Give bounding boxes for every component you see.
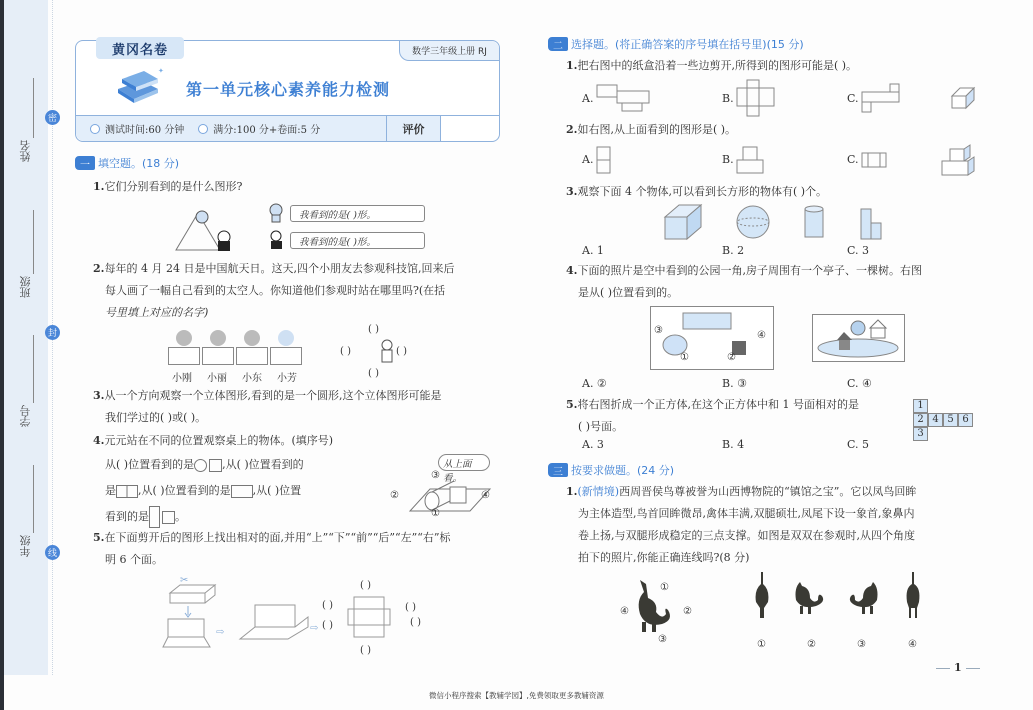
photo-label-4: ④: [908, 639, 917, 650]
wide-rect-shape: [231, 485, 253, 498]
evaluation-label: 评价: [386, 116, 441, 141]
top-view-option-a: [597, 147, 612, 175]
four-solids-figure: [665, 205, 865, 241]
seal-feng: 封: [45, 325, 60, 340]
angle-label-3: ③: [658, 634, 667, 645]
net-face-2: 2: [913, 413, 928, 427]
panda-icon: [268, 230, 288, 250]
astronaut-top-blank[interactable]: ( ): [368, 324, 379, 335]
net-face-6: 6: [958, 413, 973, 427]
children-heads: [174, 328, 304, 350]
student-id-field-line[interactable]: [33, 335, 34, 403]
s1-q1: 1.它们分别看到的是什么图形?: [93, 180, 243, 193]
photo-back-view: [903, 572, 923, 620]
net-right-upper-blank[interactable]: ( ): [405, 602, 416, 613]
panda-answer-bubble[interactable]: 我看到的是( )形。: [290, 232, 425, 249]
photo-label-2: ②: [807, 639, 816, 650]
s2-q2-option-b[interactable]: B.: [722, 153, 734, 166]
test-header: [75, 40, 500, 142]
map-label-1: ①: [680, 352, 689, 363]
net-face-5: 5: [943, 413, 958, 427]
s1-q4: 4.元元站在不同的位置观察桌上的物体。(填序号) 从( )位置看到的是 ,从( )位置看到的 是 ,从( )位置看到的是 ,从( )位置 看到的是 。: [93, 430, 513, 530]
name-field-line[interactable]: [33, 78, 34, 138]
s1-q5: 5.在下面剪开后的图形上找出相对的面,并用“上”“下”“前”“后”“左”“右”标 明 6 个面。: [93, 531, 451, 566]
s2-q3-option-c[interactable]: C. 3: [847, 244, 870, 257]
net-left-lower-blank[interactable]: ( ): [322, 620, 333, 631]
full-score: [198, 121, 320, 136]
box-cutting-figure: [160, 575, 335, 655]
s2-q3: 3.观察下面 4 个物体,可以看到长方形的物体有( )个。: [566, 185, 828, 198]
s2-q5-option-a[interactable]: A. 3: [582, 438, 604, 451]
angle-label-4: ④: [620, 606, 629, 617]
s2-q5-option-b[interactable]: B. 4: [722, 438, 745, 451]
small-square-shape: [162, 511, 175, 524]
top-view-option-b: [737, 147, 765, 175]
child-name-3: 小东: [242, 373, 262, 384]
check-icon: [198, 124, 208, 134]
section-1-title: 填空题。(18 分): [98, 157, 180, 170]
park-side-view-shapes: [812, 314, 905, 362]
svg-text:⇨: ⇨: [216, 627, 225, 638]
net-right-lower-blank[interactable]: ( ): [410, 617, 421, 628]
class-field-label: 班级: [19, 276, 32, 298]
circle-shape: [194, 459, 207, 472]
grade-tag: 数学三年级上册 RJ: [399, 41, 499, 61]
s2-q1-option-b[interactable]: B.: [722, 92, 734, 105]
tall-rect-shape: [149, 506, 160, 528]
position-4: ④: [481, 490, 490, 501]
top-view-option-c: [862, 153, 888, 169]
info-bar: [76, 115, 499, 141]
full-score-label: 满分:100 分+卷面:5 分: [213, 125, 321, 136]
monkey-icon: [268, 203, 288, 223]
park-map-shapes: [650, 306, 774, 370]
triangle-prism-figure: [176, 205, 236, 255]
s2-q4-option-b[interactable]: B. ③: [722, 377, 747, 390]
paper-box-figure: [952, 88, 976, 110]
photo-front-view: [752, 572, 772, 620]
s2-q5: 5.将右图折成一个正方体,在这个正方体中和 1 号面相对的是 ( )号面。: [566, 398, 859, 433]
net-option-b: [737, 80, 777, 118]
section-2-heading: [548, 36, 804, 52]
s1-q3: 3.从一个方向观察一个立体图形,看到的是一个圆形,这个立体图形可能是 我们学过的( )或( )。: [93, 389, 442, 424]
s2-q2-option-a[interactable]: A.: [582, 153, 594, 166]
angle-label-1: ①: [660, 582, 669, 593]
net-option-a: [597, 85, 652, 112]
page-number: 1: [932, 661, 984, 674]
grade-field-line[interactable]: [33, 465, 34, 533]
footer-note: 微信小程序搜索【教辅学园】,免费领取更多教辅资源: [429, 691, 604, 700]
astronaut-bottom-blank[interactable]: ( ): [368, 368, 379, 379]
net-face-3: 3: [913, 427, 928, 441]
s3-q1: 1.(新情境)西周晋侯鸟尊被誉为山西博物院的“镇馆之宝”。它以凤鸟回眸 为主体造型,鸟首回眸微昂,禽体丰满,双腿硕壮,凤尾下设一象首,象鼻内 卷上扬,与双腿形成稳定的三点支撑。如图是双双在参观时,从四个角度 拍下的照片,你能正确连线吗?(8 分): [566, 485, 917, 564]
net-bottom-blank[interactable]: ( ): [360, 645, 371, 656]
child-name-2: 小丽: [207, 373, 227, 384]
section-2-title: 选择题。(将正确答案的序号填在括号里)(15 分): [571, 38, 804, 51]
position-1: ①: [431, 508, 440, 519]
net-option-c: [862, 82, 902, 117]
child-name-4: 小芳: [277, 373, 297, 384]
name-field-label: 姓名: [19, 140, 32, 162]
test-time-label: 测试时间:60 分钟: [105, 125, 185, 136]
binding-strip: [0, 0, 48, 675]
s2-q5-option-c[interactable]: C. 5: [847, 438, 870, 451]
section-2-badge: 二: [548, 37, 568, 51]
page-title: 第一单元核心素养能力检测: [186, 80, 391, 99]
s2-q3-option-a[interactable]: A. 1: [582, 244, 604, 257]
svg-text:⇨: ⇨: [310, 623, 319, 634]
test-time: [90, 121, 184, 136]
position-2: ②: [390, 490, 399, 501]
stacked-boxes-figure: [942, 145, 976, 177]
net-top-blank[interactable]: ( ): [360, 580, 371, 591]
books-icon: [114, 67, 162, 107]
angle-label-2: ②: [683, 606, 692, 617]
map-label-3: ③: [654, 325, 663, 336]
grade-field-label: 年级: [19, 535, 32, 557]
photo-right-side: [843, 574, 883, 616]
section-3-badge: 三: [548, 463, 568, 477]
s2-q1: 1.把右图中的纸盒沿着一些边剪开,所得到的图形可能是( )。: [566, 59, 858, 72]
evaluation-box[interactable]: [441, 116, 499, 141]
square-shape: [209, 459, 222, 472]
section-3-heading: [548, 462, 674, 478]
s1-q2: 2.每年的 4 月 24 日是中国航天日。这天,四个小朋友去参观科技馆,回来后 每人画了一幅自己看到的太空人。你知道他们参观时站在哪里吗?(在括 号里填上对应的名字): [93, 262, 455, 319]
two-rect-shape: [116, 485, 138, 498]
section-3-title: 按要求做题。(24 分): [571, 464, 675, 477]
brand-logo: 黄冈名卷: [96, 37, 184, 59]
net-left-upper-blank[interactable]: ( ): [322, 600, 333, 611]
astronaut-left-blank[interactable]: ( ): [340, 346, 351, 357]
net-face-4: 4: [928, 413, 943, 427]
binding-edge: [0, 0, 4, 710]
unfolded-net-figure: [348, 595, 396, 645]
svg-text:✂: ✂: [180, 575, 189, 586]
svg-text:✦: ✦: [158, 67, 164, 75]
section-1-badge: 一: [75, 156, 95, 170]
map-label-4: ④: [757, 330, 766, 341]
child-name-1: 小刚: [172, 373, 192, 384]
photo-label-1: ①: [757, 639, 766, 650]
s2-q2-option-c[interactable]: C.: [847, 153, 859, 166]
top-view-bubble: 从上面看。: [438, 454, 490, 471]
s2-q4: 4.下面的照片是空中看到的公园一角,房子周围有一个亭子、一棵树。右图 是从( )位置看到的。: [566, 264, 922, 299]
s2-q4-option-a[interactable]: A. ②: [582, 377, 607, 390]
monkey-answer-bubble[interactable]: 我看到的是( )形。: [290, 205, 425, 222]
s2-q2: 2.如右图,从上面看到的图形是( )。: [566, 123, 737, 136]
class-field-line[interactable]: [33, 210, 34, 274]
net-face-1: 1: [913, 399, 928, 413]
map-label-2: ②: [727, 352, 736, 363]
s2-q1-option-a[interactable]: A.: [582, 92, 594, 105]
s2-q3-option-b[interactable]: B. 2: [722, 244, 745, 257]
seal-mi: 密: [45, 110, 60, 125]
section-1-heading: [75, 155, 179, 171]
photo-label-3: ③: [857, 639, 866, 650]
s2-q4-option-c[interactable]: C. ④: [847, 377, 872, 390]
new-context-tag: (新情境): [577, 485, 620, 498]
clock-icon: [90, 124, 100, 134]
photo-left-side: [790, 574, 830, 616]
position-3: ③: [431, 470, 440, 481]
student-id-field-label: 学号: [19, 405, 32, 427]
bird-zun-main-photo: [628, 578, 678, 636]
s2-q1-option-c[interactable]: C.: [847, 92, 859, 105]
astronaut-right-blank[interactable]: ( ): [396, 346, 407, 357]
seal-xian: 线: [45, 545, 60, 560]
astronaut-icon: [380, 340, 394, 364]
